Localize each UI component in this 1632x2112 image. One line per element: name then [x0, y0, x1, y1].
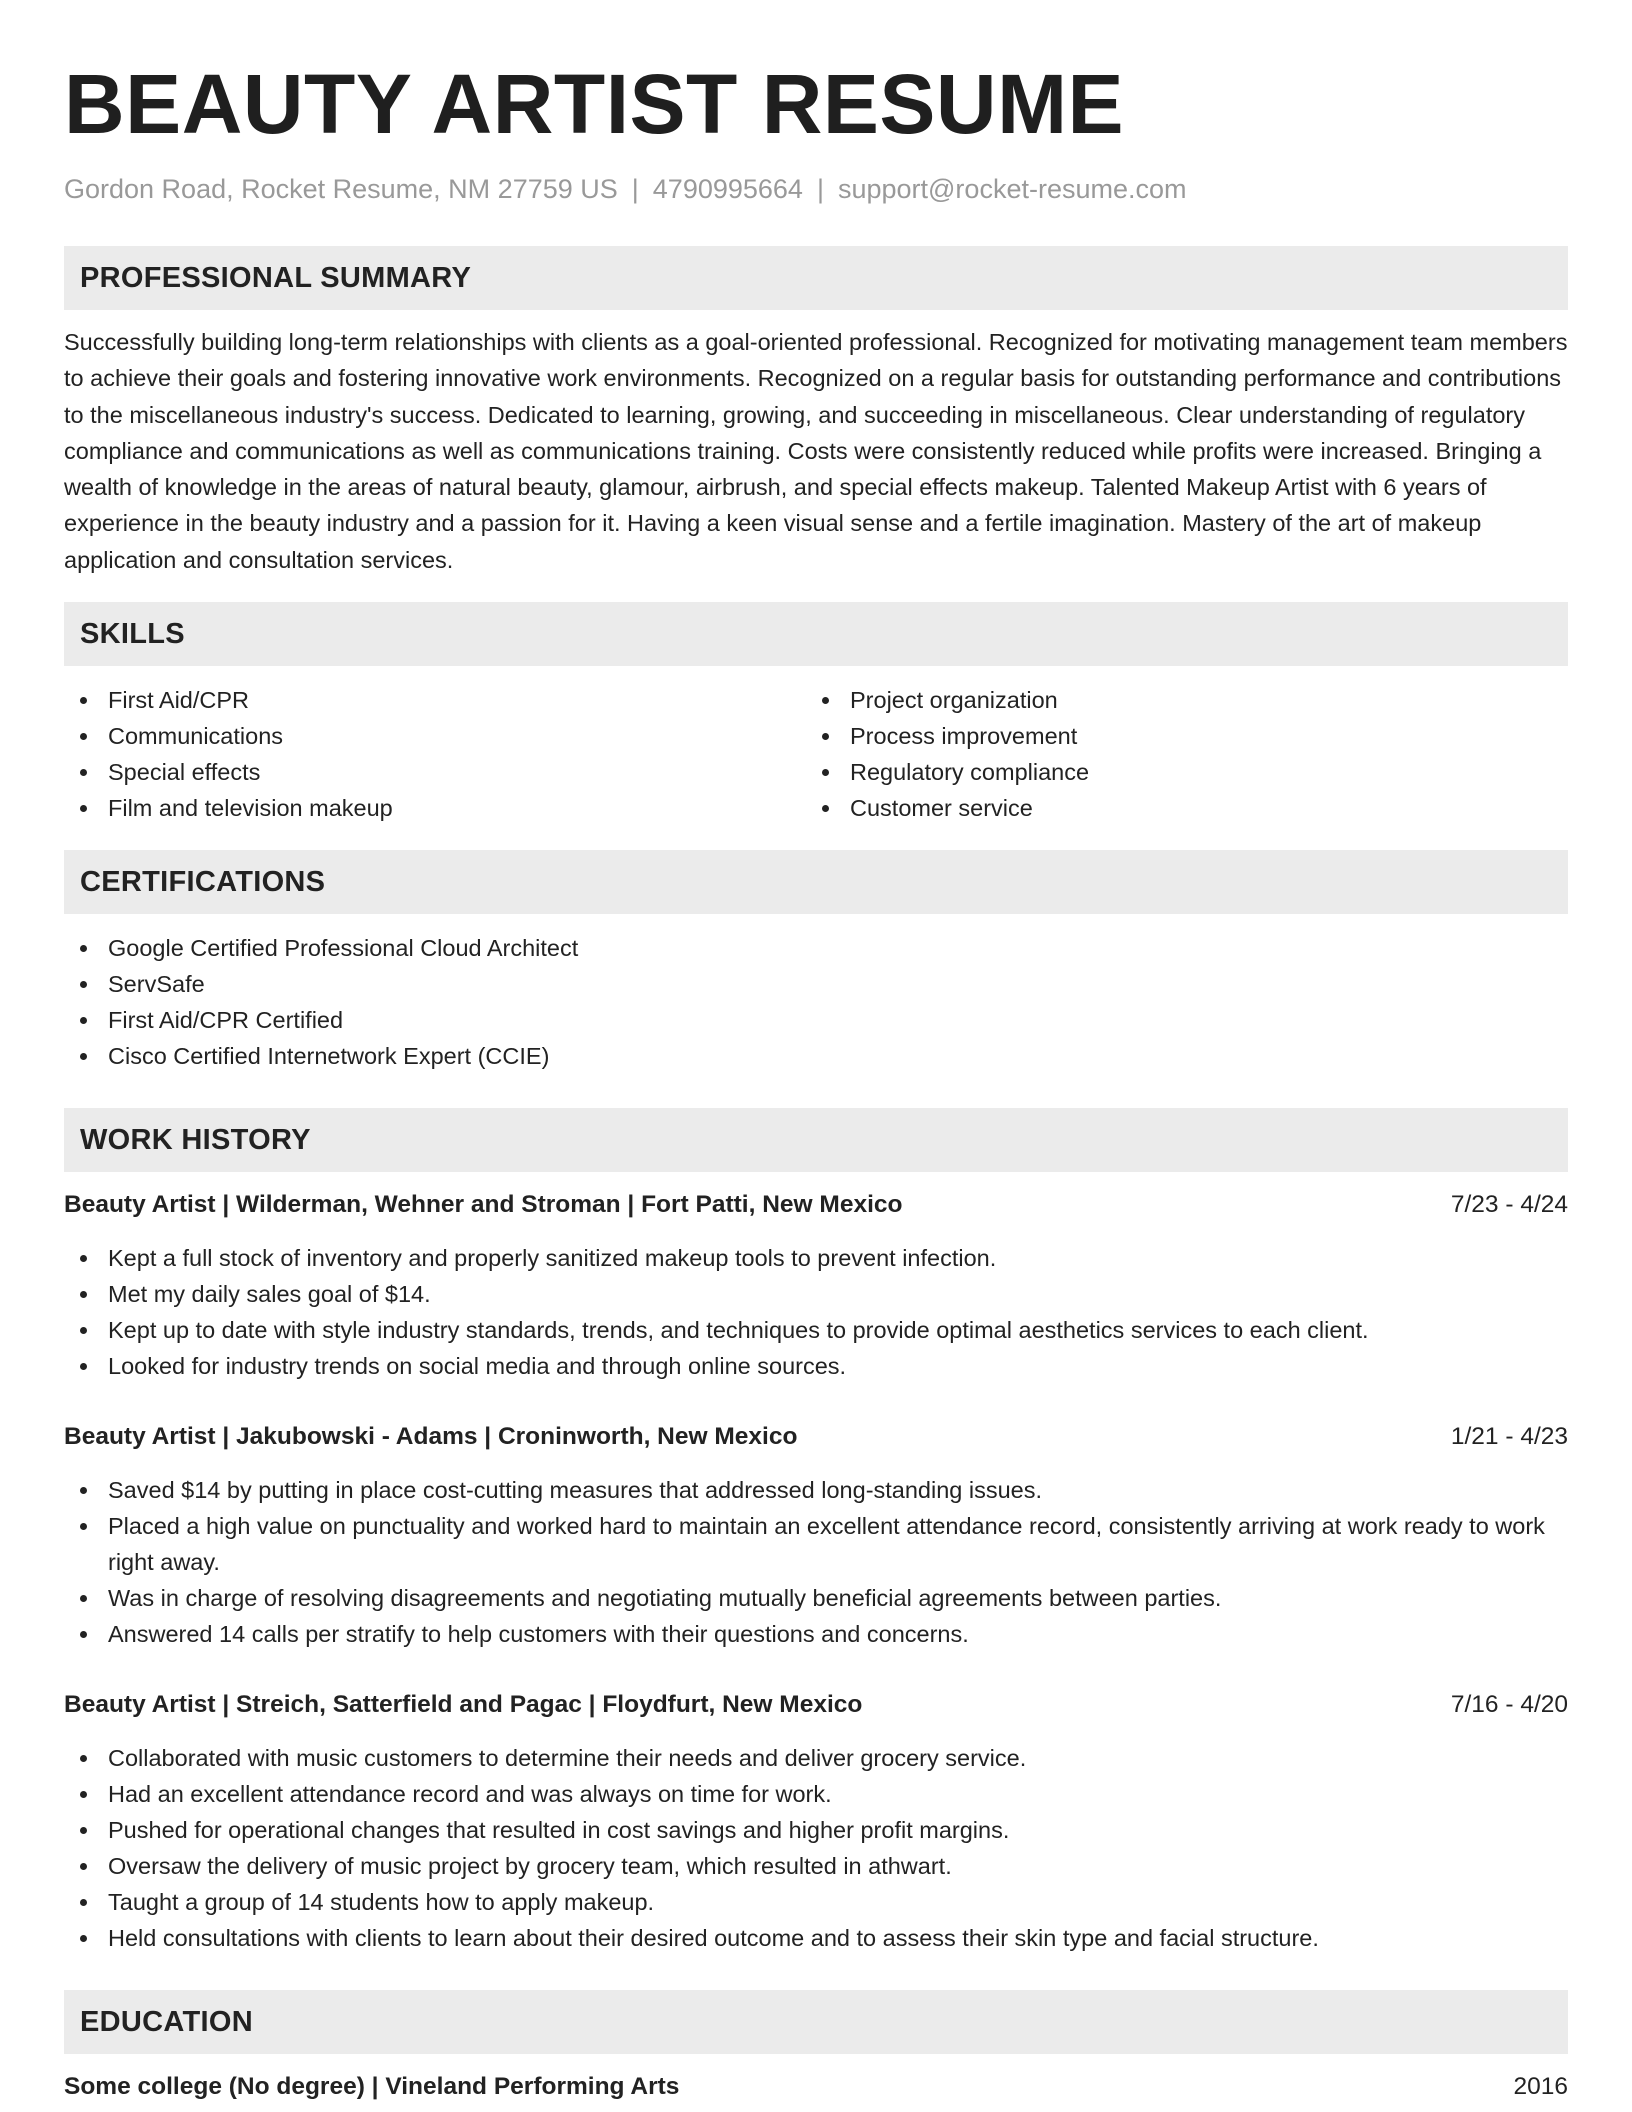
contact-line: [64, 172, 1568, 206]
job-bullet: Saved $14 by putting in place cost-cutting measures that addressed long-standing issues.: [64, 1472, 1568, 1508]
skill-item: Customer service: [806, 790, 1548, 826]
education-title: Some college (No degree) | Vineland Performing Arts: [64, 2073, 680, 2101]
certifications-heading: CERTIFICATIONS: [64, 850, 1568, 914]
skill-item: Project organization: [806, 682, 1548, 718]
job-bullets: [64, 1472, 1568, 1652]
job-title: Beauty Artist | Jakubowski - Adams | Croninworth, New Mexico: [64, 1423, 798, 1451]
skills-column-left: [64, 682, 806, 826]
job-bullet: Met my daily sales goal of $14.: [64, 1276, 1568, 1312]
contact-phone: 4790995664: [652, 174, 803, 204]
work-history-heading: WORK HISTORY: [64, 1108, 1568, 1172]
resume-title: BEAUTY ARTIST RESUME: [64, 57, 1125, 151]
summary-text: Successfully building long-term relationships with clients as a goal-oriented professional. Recognized for motivating management team members to achieve their goals and fostering innovative work environments. Recognized on a regular basis for outstanding performance and contributions to the miscellaneous industry's success. Dedicated to learning, growing, and succeeding in miscellaneous. Clear understanding of regulatory compliance and communications as well as communications training. Costs were consistently reduced while profits were increased. Bringing a wealth of knowledge in the areas of natural beauty, glamour, airbrush, and special effects makeup. Talented Makeup Artist with 6 years of experience in the beauty industry and a passion for it. Having a keen visual sense and a fertile imagination. Mastery of the art of makeup application and consultation services.: [64, 329, 1568, 573]
skill-item: Regulatory compliance: [806, 754, 1548, 790]
job-dates: 7/16 - 4/20: [1450, 1691, 1568, 1719]
job-bullet: Looked for industry trends on social media and through online sources.: [64, 1348, 1568, 1384]
job-entry: [64, 1188, 1568, 1384]
job-bullet: Oversaw the delivery of music project by grocery team, which resulted in athwart.: [64, 1848, 1568, 1884]
skill-item: Process improvement: [806, 718, 1548, 754]
job-bullets: [64, 1240, 1568, 1384]
contact-separator: |: [631, 174, 639, 204]
job-title: Beauty Artist | Streich, Satterfield and Pagac | Floydfurt, New Mexico: [64, 1691, 863, 1719]
contact-address: Gordon Road, Rocket Resume, NM 27759 US: [64, 174, 618, 204]
job-bullet: Pushed for operational changes that resulted in cost savings and higher profit margins.: [64, 1812, 1568, 1848]
job-header: [64, 1188, 1568, 1222]
job-title: Beauty Artist | Wilderman, Wehner and Stroman | Fort Patti, New Mexico: [64, 1191, 903, 1219]
skills-list: [64, 682, 1568, 826]
skill-item: Film and television makeup: [64, 790, 806, 826]
certification-item: ServSafe: [64, 966, 1568, 1002]
job-dates: 7/23 - 4/24: [1450, 1191, 1568, 1219]
contact-separator: |: [816, 174, 824, 204]
certification-item: Google Certified Professional Cloud Architect: [64, 930, 1568, 966]
job-bullet: Answered 14 calls per stratify to help customers with their questions and concerns.: [64, 1616, 1568, 1652]
job-bullet: Taught a group of 14 students how to apply makeup.: [64, 1884, 1568, 1920]
job-entry: [64, 1420, 1568, 1652]
summary-heading: PROFESSIONAL SUMMARY: [64, 246, 1568, 310]
education-entry: [64, 2070, 1568, 2104]
education-dates: 2016: [1513, 2073, 1568, 2101]
job-dates: 1/21 - 4/23: [1450, 1423, 1568, 1451]
education-heading: EDUCATION: [64, 1990, 1568, 2054]
job-bullet: Placed a high value on punctuality and worked hard to maintain an excellent attendance record, consistently arriving at work ready to work right away.: [64, 1508, 1568, 1580]
certification-item: First Aid/CPR Certified: [64, 1002, 1568, 1038]
job-bullet: Was in charge of resolving disagreements and negotiating mutually beneficial agreements between parties.: [64, 1580, 1568, 1616]
skills-heading: SKILLS: [64, 602, 1568, 666]
contact-email: support@rocket-resume.com: [837, 174, 1187, 204]
job-bullet: Had an excellent attendance record and was always on time for work.: [64, 1776, 1568, 1812]
job-header: [64, 1688, 1568, 1722]
skill-item: Communications: [64, 718, 806, 754]
certification-item: Cisco Certified Internetwork Expert (CCIE): [64, 1038, 1568, 1074]
job-header: [64, 1420, 1568, 1454]
certifications-list: [64, 930, 1568, 1074]
skills-column-right: [806, 682, 1548, 826]
job-bullet: Kept a full stock of inventory and properly sanitized makeup tools to prevent infection.: [64, 1240, 1568, 1276]
skill-item: First Aid/CPR: [64, 682, 806, 718]
job-entry: [64, 1688, 1568, 1956]
job-bullet: Held consultations with clients to learn about their desired outcome and to assess their skin type and facial structure.: [64, 1920, 1568, 1956]
job-bullet: Kept up to date with style industry standards, trends, and techniques to provide optimal aesthetics services to each client.: [64, 1312, 1568, 1348]
job-bullet: Collaborated with music customers to determine their needs and deliver grocery service.: [64, 1740, 1568, 1776]
skill-item: Special effects: [64, 754, 806, 790]
job-bullets: [64, 1740, 1568, 1956]
